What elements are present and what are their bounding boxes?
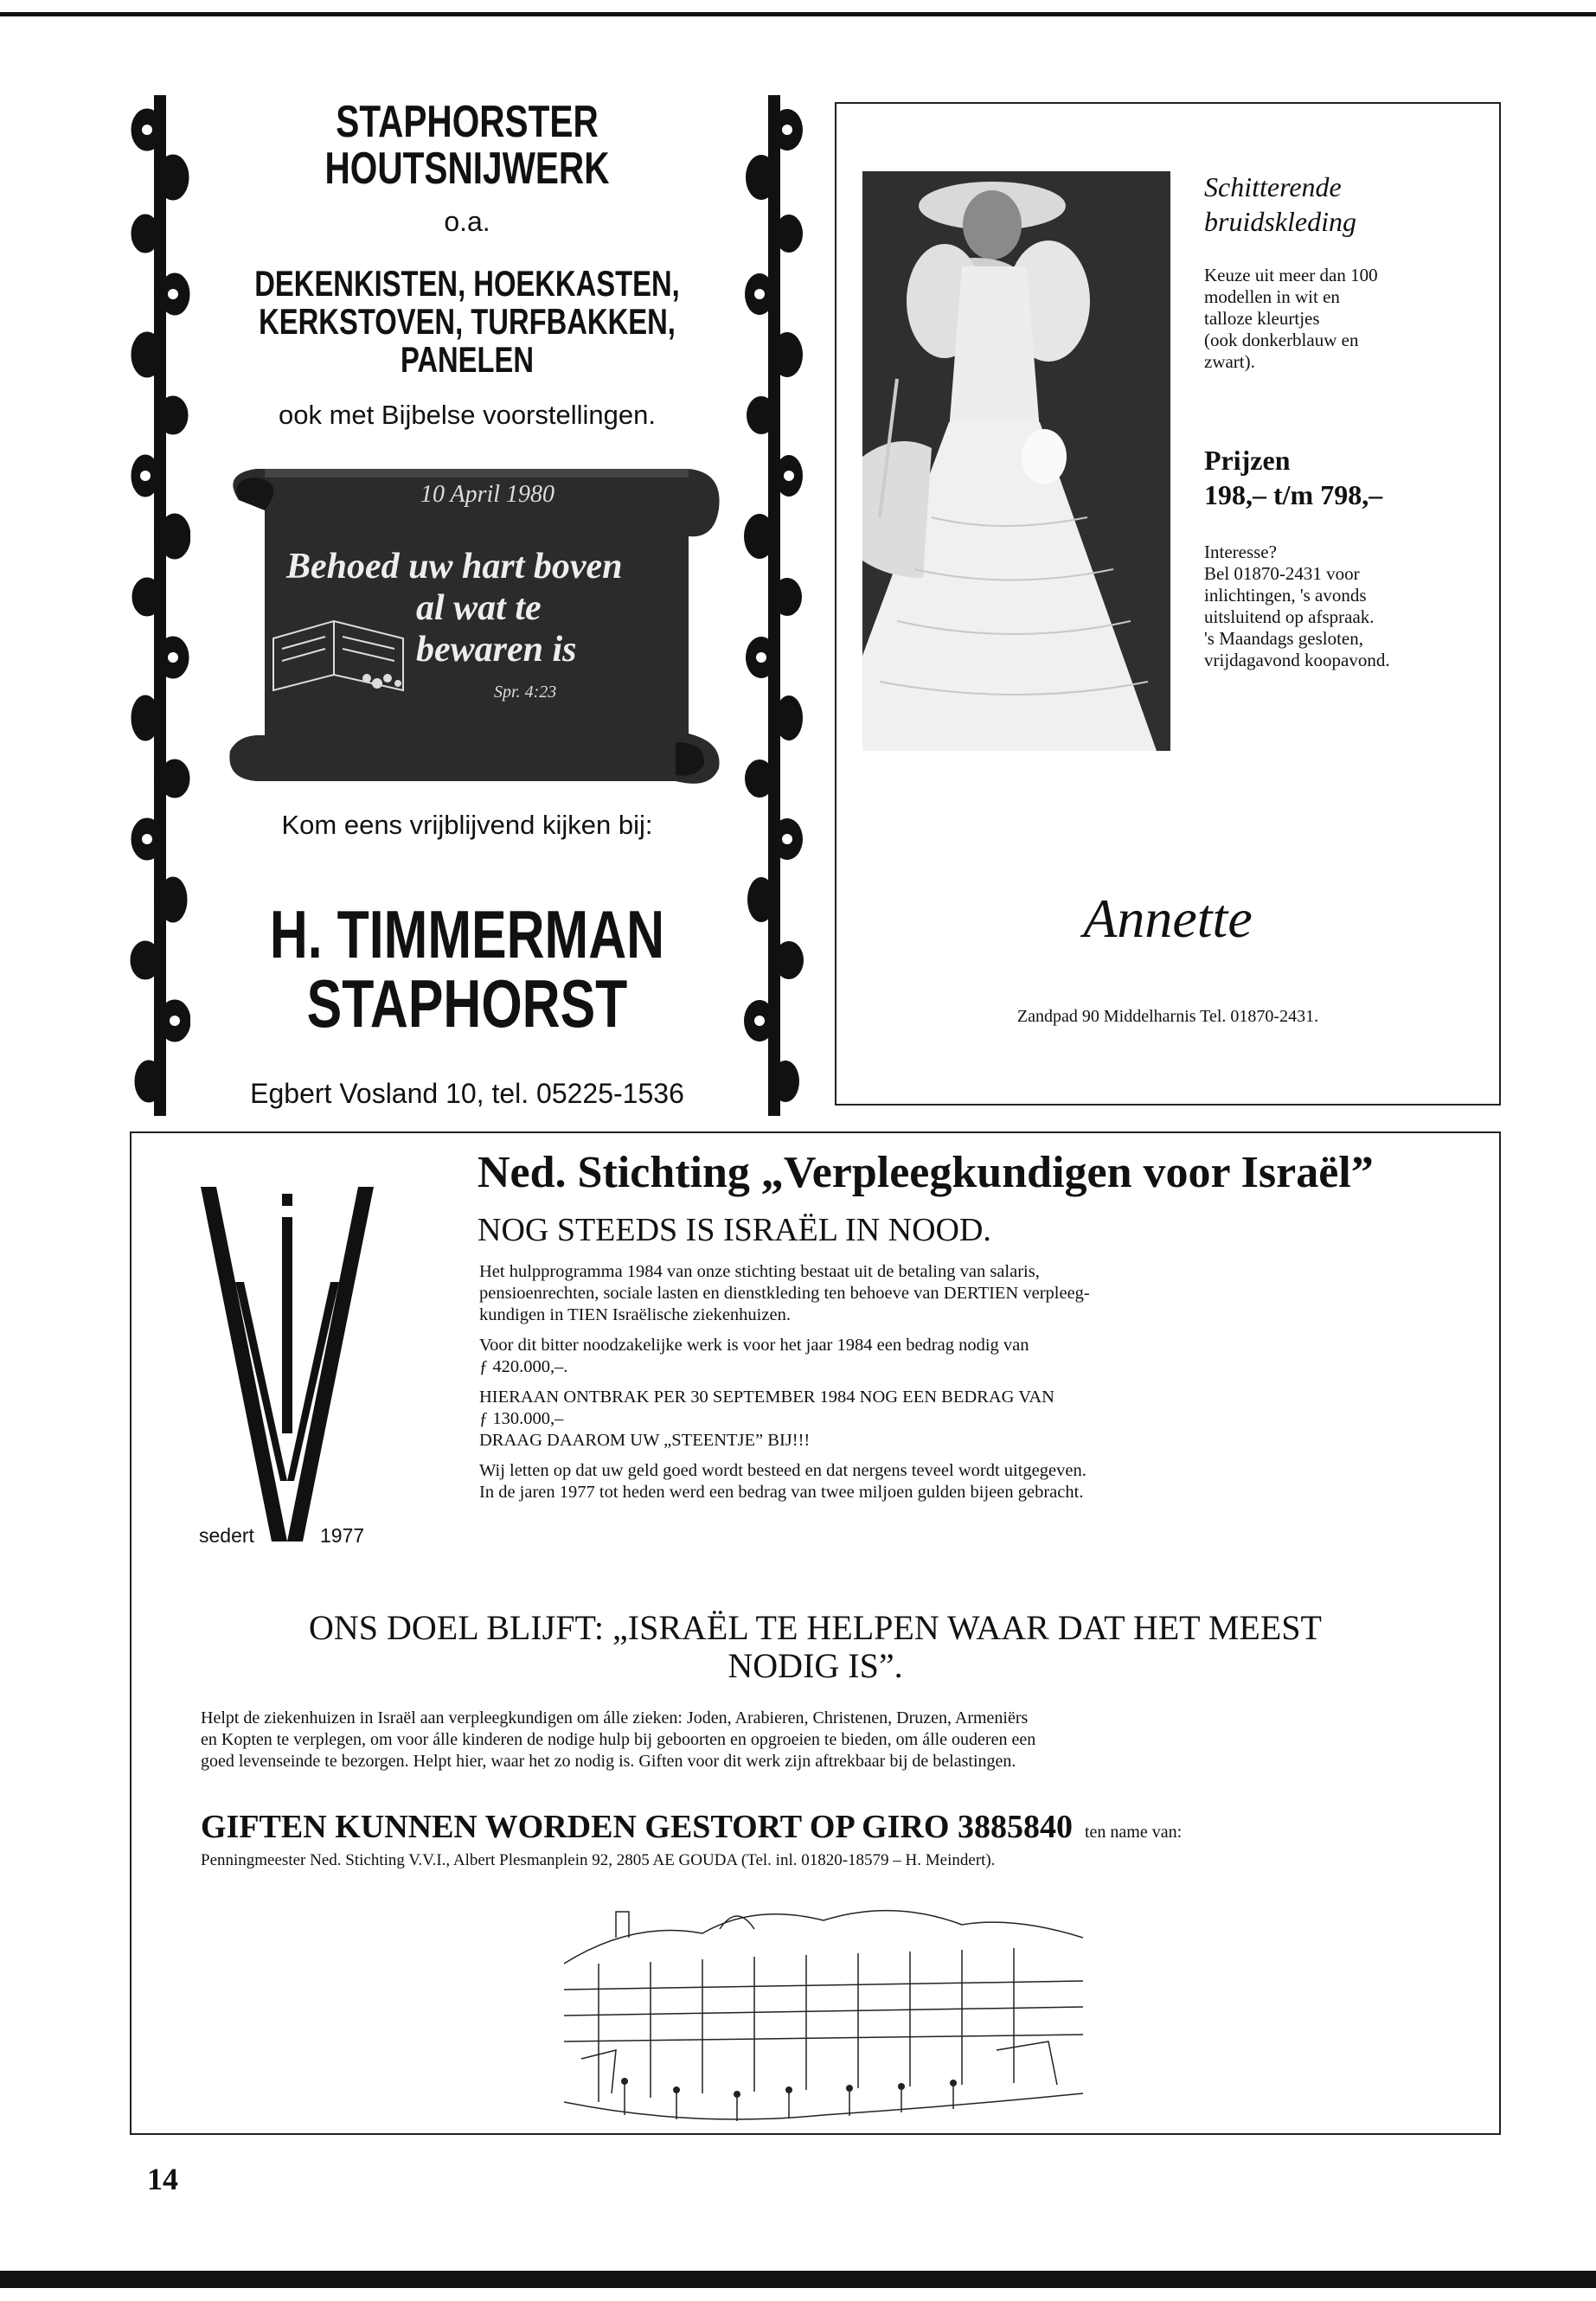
annette-heading-line1: Schitterende	[1204, 171, 1342, 202]
ad1-address: Egbert Vosland 10, tel. 05225-1536	[250, 1078, 684, 1109]
goal-line2: NODIG IS”.	[727, 1646, 903, 1685]
ad1-items-line1: DEKENKISTEN, HOEKKASTEN,	[254, 263, 680, 304]
para-line: In de jaren 1977 tot heden werd een bedrag van twee miljoen gulden bijeen gebracht.	[479, 1483, 1084, 1502]
choice-line: zwart).	[1204, 351, 1255, 372]
ad1-oa: o.a.	[444, 206, 490, 237]
giro-line	[201, 1808, 1182, 1846]
ad1-bible-text: ook met Bijbelse voorstellingen.	[279, 400, 656, 430]
bridal-dress-photo	[862, 171, 1170, 751]
annette-heading-line2: bruidskleding	[1204, 206, 1356, 237]
para4	[479, 1460, 1500, 1503]
annette-address: Zandpad 90 Middelharnis Tel. 01870-2431.	[1016, 1007, 1319, 1026]
ad1-items	[190, 265, 744, 379]
scroll-text-line2: al wat te	[416, 588, 542, 628]
choice-line: talloze kleurtjes	[1204, 308, 1320, 329]
carved-scroll-panel	[204, 457, 732, 794]
left-vine-border	[130, 95, 190, 1116]
logo-since: sedert	[199, 1524, 254, 1547]
giro-main: GIFTEN KUNNEN WORDEN GESTORT OP GIRO 3885840	[201, 1809, 1073, 1845]
annette-prices	[1204, 443, 1490, 512]
logo-year: 1977	[320, 1524, 365, 1547]
annette-heading	[1204, 170, 1490, 239]
help-line: en Kopten te verplegen, om voor álle kinderen de nodige hulp bij geboorten en opgroeien te bieden, om álle ouderen een	[201, 1730, 1036, 1749]
info-line: uitsluitend op afspraak.	[1204, 606, 1375, 627]
para2	[479, 1335, 1500, 1378]
ad1-items-line2: KERKSTOVEN, TURFBAKKEN,	[259, 301, 676, 342]
para-line: DRAAG DAAROM UW „STEENTJE” BIJ!!!	[479, 1431, 811, 1450]
choice-line: Keuze uit meer dan 100	[1204, 265, 1378, 285]
para1	[479, 1261, 1500, 1326]
stichting-advertisement	[130, 1131, 1501, 2135]
para-line: ƒ 130.000,–	[479, 1409, 564, 1428]
ad1-title-line1: STAPHORSTER	[336, 97, 599, 147]
para3	[479, 1387, 1500, 1452]
stichting-title: Ned. Stichting „Verpleegkundigen voor Israël”	[478, 1148, 1374, 1197]
choice-line: modellen in wit en	[1204, 286, 1340, 307]
annette-advertisement	[835, 102, 1501, 1106]
jerusalem-wall-sketch	[564, 1886, 1083, 2132]
scroll-date: 10 April 1980	[420, 481, 555, 508]
info-line: 's Maandags gesloten,	[1204, 628, 1363, 649]
ad1-title	[190, 99, 744, 192]
info-line: vrijdagavond koopavond.	[1204, 650, 1390, 670]
para-line: Voor dit bitter noodzakelijke werk is voor het jaar 1984 een bedrag nodig van	[479, 1336, 1029, 1355]
prices-label: Prijzen	[1204, 445, 1291, 476]
stichting-goal	[131, 1609, 1499, 1685]
para-line: HIERAAN ONTBRAK PER 30 SEPTEMBER 1984 NOG EEN BEDRAG VAN	[479, 1388, 1054, 1407]
ad1-title-line2: HOUTSNIJWERK	[324, 144, 610, 194]
ad1-items-line3: PANELEN	[400, 339, 535, 380]
prices-value: 198,– t/m 798,–	[1204, 479, 1383, 510]
scroll-text-line3: bewaren is	[416, 630, 577, 670]
scroll-text-line1: Behoed uw hart boven	[286, 547, 623, 586]
giro-suffix: ten name van:	[1084, 1823, 1183, 1842]
page-number: 14	[147, 2162, 178, 2196]
info-line: inlichtingen, 's avonds	[1204, 585, 1367, 606]
staphorster-advertisement	[130, 95, 804, 1116]
choice-line: (ook donkerblauw en	[1204, 330, 1359, 350]
treasurer-address: Penningmeester Ned. Stichting V.V.I., Albert Plesmanplein 92, 2805 AE GOUDA (Tel. inl. 01820-18579 – H. Meindert).	[201, 1851, 996, 1869]
para-line: Het hulpprogramma 1984 van onze stichting bestaat uit de betaling van salaris,	[479, 1262, 1040, 1281]
ad1-name	[190, 896, 744, 1042]
para-line: Wij letten op dat uw geld goed wordt besteed en dat nergens teveel wordt uitgegeven.	[479, 1461, 1086, 1480]
bottom-rule	[0, 2271, 1596, 2288]
bride-figure-image	[862, 171, 1170, 751]
vvi-logo	[201, 1170, 374, 1550]
scroll-reference: Spr. 4:23	[494, 683, 557, 702]
top-rule	[0, 12, 1596, 16]
para-line: ƒ 420.000,–.	[479, 1357, 568, 1376]
stichting-subtitle: NOG STEEDS IS ISRAËL IN NOOD.	[478, 1212, 991, 1248]
ad1-invite: Kom eens vrijblijvend kijken bij:	[281, 810, 653, 840]
stichting-body	[479, 1261, 1500, 1503]
info-line: Bel 01870-2431 voor	[1204, 563, 1360, 584]
help-line: Helpt de ziekenhuizen in Israël aan verpleegkundigen om álle zieken: Joden, Arabieren, Christenen, Druzen, Armeniërs	[201, 1708, 1029, 1727]
para-line: kundigen in TIEN Israëlische ziekenhuizen.	[479, 1305, 791, 1324]
goal-line1: ONS DOEL BLIJFT: „ISRAËL TE HELPEN WAAR DAT HET MEEST	[309, 1608, 1322, 1647]
annette-brand: Annette	[1083, 888, 1253, 949]
right-vine-border	[744, 95, 804, 1116]
ad1-name-line2: STAPHORST	[306, 965, 628, 1042]
stichting-help-text	[201, 1708, 1446, 1772]
info-line: Interesse?	[1204, 542, 1277, 562]
annette-choice-text	[1204, 265, 1490, 373]
para-line: pensioenrechten, sociale lasten en dienstkleding ten behoeve van DERTIEN verpleeg-	[479, 1284, 1090, 1303]
annette-info-text	[1204, 542, 1490, 671]
help-line: goed levenseinde te bezorgen. Helpt hier, waar het zo nodig is. Giften voor dit werk zijn aftrekbaar bij de belastingen.	[201, 1752, 1016, 1771]
ad1-name-line1: H. TIMMERMAN	[269, 896, 665, 972]
